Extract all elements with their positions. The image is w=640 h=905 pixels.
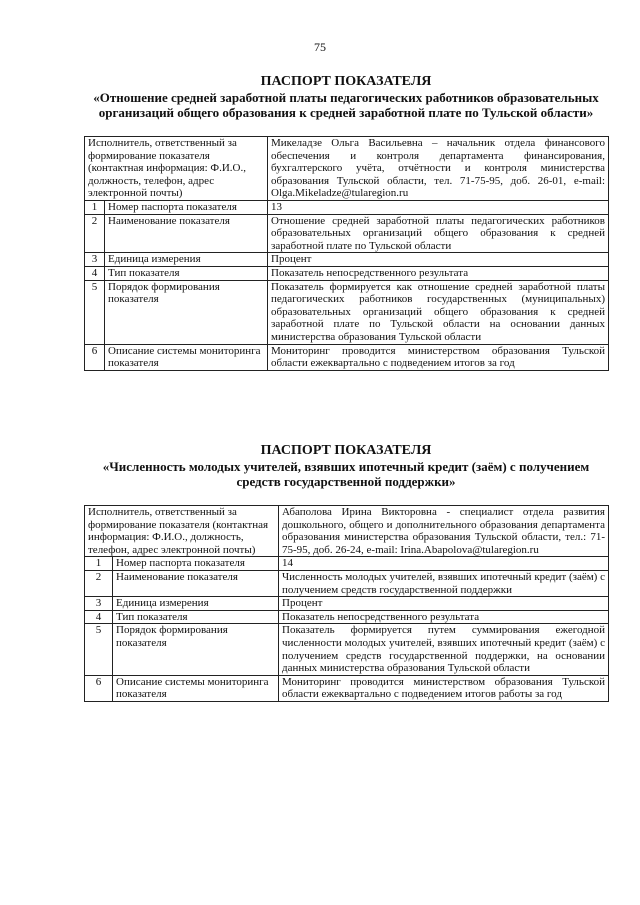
table-row [85,570,609,596]
executor-row [85,137,609,201]
table-row [85,214,609,253]
executor-label: Исполнитель, ответственный за формирование показателя (контактная информация: Ф.И.О., должность, телефон, адрес электронной почты) [85,137,268,201]
executor-value: Абаполова Ирина Викторовна - специалист отдела развития дошкольного, общего и дополнительного образования департамента образования министерства образования Тульской области, тел.: 71-75-95, доб. 26-24, e-mail: Irina.Abapolova@tularegion.ru [279,506,609,557]
row-value: Численность молодых учителей, взявших ипотечный кредит (заём) с получением средств государственной поддержки [279,570,609,596]
passport-title: ПАСПОРТ ПОКАЗАТЕЛЯ [260,443,432,458]
row-number: 4 [85,610,113,624]
row-label: Тип показателя [105,266,268,280]
row-value: Показатель формируется путем суммирования ежегодной численности молодых учителей, взявших ипотечный кредит (заём) с получением средств государственной поддержки, на основании данных министерства образования Тульской области [279,624,609,675]
table-row [85,280,609,344]
table-row [85,344,609,370]
row-label: Порядок формирования показателя [105,280,268,344]
passport-subtitle: «Численность молодых учителей, взявших ипотечный кредит (заём) с получением средств государственной поддержки» [102,459,590,489]
row-value: Мониторинг проводится министерством образования Тульской области ежеквартально с подведением итогов работы за год [279,675,609,701]
executor-row [85,506,609,557]
row-number: 1 [85,557,113,571]
row-number: 3 [85,253,105,267]
row-value: Отношение средней заработной платы педагогических работников образовательных организаций общего образования к средней заработной плате по Тульской области [268,214,609,253]
executor-value: Микеладзе Ольга Васильевна – начальник отдела финансового обеспечения и контроля департамента финансирования, бухгалтерского учёта, отчётности и контроля министерства образования Тульской области, тел. 71-75-95, доб. 26-01, e-mail: Olga.Mikeladze@tularegion.ru [268,137,609,201]
row-label: Порядок формирования показателя [113,624,279,675]
row-label: Наименование показателя [113,570,279,596]
row-number: 5 [85,624,113,675]
row-label: Тип показателя [113,610,279,624]
table-row [85,610,609,624]
row-label: Описание системы мониторинга показателя [105,344,268,370]
indicator-passport-13 [84,74,608,371]
row-number: 2 [85,570,113,596]
table-row [85,200,609,214]
passport-subtitle: «Отношение средней заработной платы педагогических работников образовательных организаций общего образования к средней заработной плате по Тульской области» [93,90,599,120]
row-label: Единица измерения [113,597,279,611]
row-value: Показатель непосредственного результата [268,266,609,280]
table-row [85,557,609,571]
passport-table [84,505,609,702]
row-label: Единица измерения [105,253,268,267]
row-number: 6 [85,675,113,701]
row-number: 5 [85,280,105,344]
row-label: Номер паспорта показателя [113,557,279,571]
table-row [85,597,609,611]
row-label: Описание системы мониторинга показателя [113,675,279,701]
executor-label: Исполнитель, ответственный за формирование показателя (контактная информация: Ф.И.О., должность, телефон, адрес электронной почты) [85,506,279,557]
row-value: 14 [279,557,609,571]
row-number: 1 [85,200,105,214]
row-number: 6 [85,344,105,370]
row-number: 3 [85,597,113,611]
row-number: 2 [85,214,105,253]
row-label: Номер паспорта показателя [105,200,268,214]
table-row [85,253,609,267]
table-row [85,675,609,701]
row-value: Процент [279,597,609,611]
table-row [85,624,609,675]
page-number: 75 [314,40,326,54]
row-value: Мониторинг проводится министерством образования Тульской области ежеквартально с подведением итогов за год [268,344,609,370]
row-label: Наименование показателя [105,214,268,253]
row-number: 4 [85,266,105,280]
row-value: 13 [268,200,609,214]
row-value: Показатель непосредственного результата [279,610,609,624]
row-value: Процент [268,253,609,267]
passport-title: ПАСПОРТ ПОКАЗАТЕЛЯ [260,74,432,89]
passport-table [84,136,609,371]
indicator-passport-14 [84,443,608,702]
row-value: Показатель формируется как отношение средней заработной платы педагогических работников государственных (муниципальных) образовательных организаций общего образования к средней заработной плате по Тульской области на основании данных министерства образования Тульской области [268,280,609,344]
table-row [85,266,609,280]
